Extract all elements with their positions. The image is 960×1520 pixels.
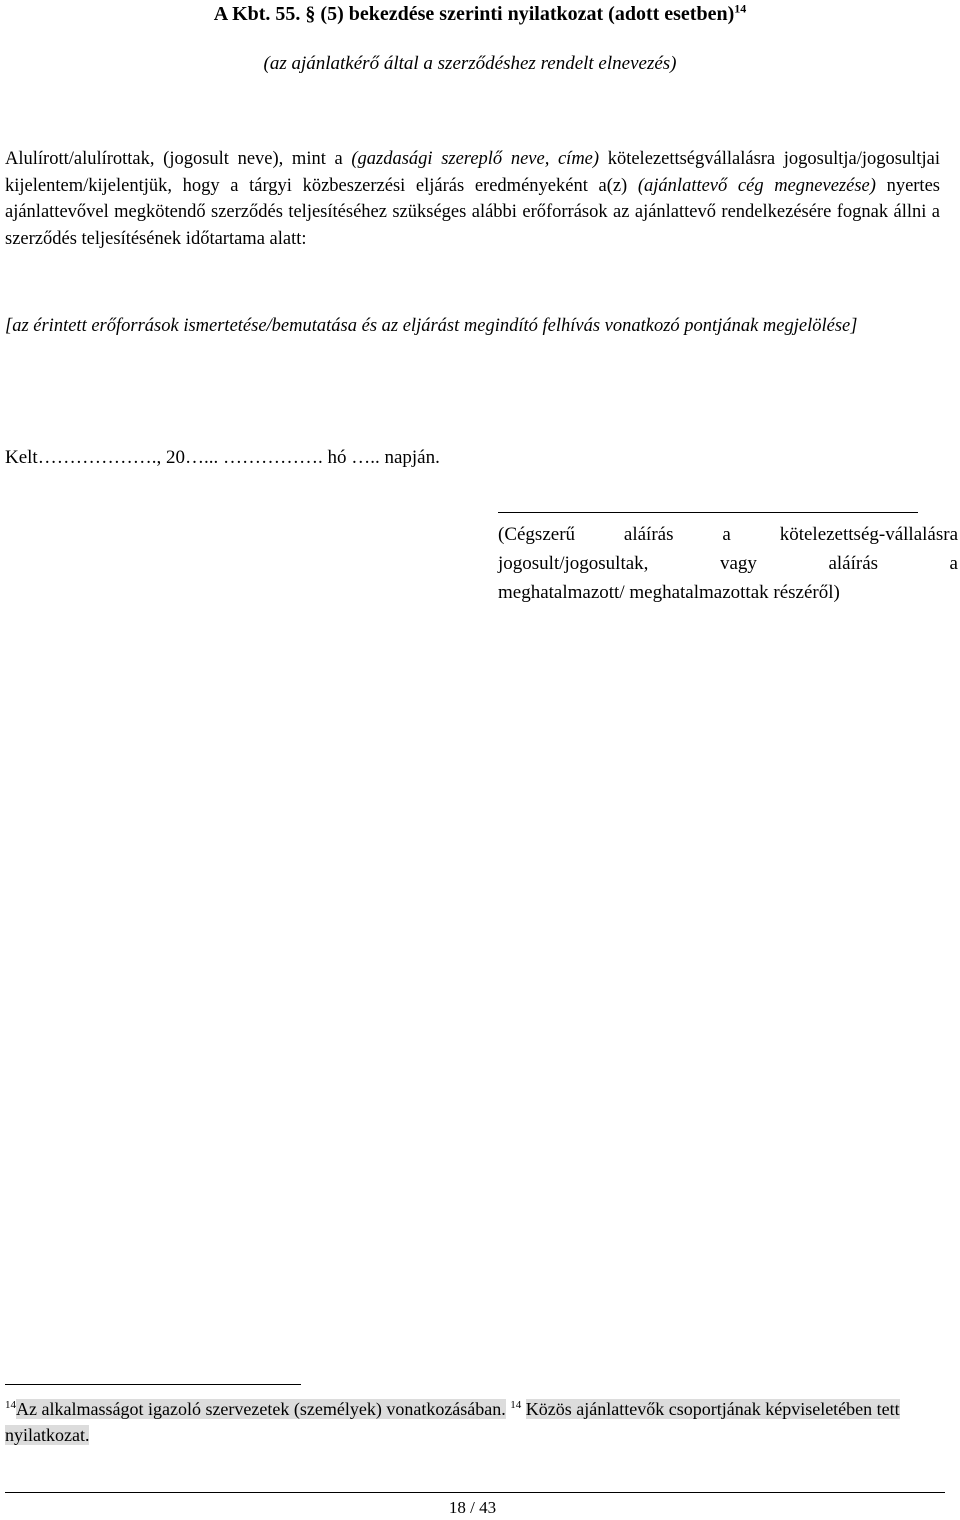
page-number: 18 / 43	[448, 1498, 497, 1517]
economic-operator-placeholder: (gazdasági szereplő neve, címe)	[351, 149, 600, 169]
signature-caption-line: (Cégszerű aláírás a kötelezettség-vállalásra	[498, 524, 958, 545]
signature-caption-line: jogosult/jogosultak, vagy aláírás a	[498, 553, 958, 574]
document-subtitle: (az ajánlatkérő által a szerződéshez rendelt elnevezés)	[263, 53, 677, 74]
footnote-separator	[5, 1384, 301, 1385]
resources-placeholder: [az érintett erőforrások ismertetése/bemutatása és az eljárást megindító felhívás vonatkozó pontjának megjelölése]	[5, 316, 858, 336]
paragraph-text: nyertes ajánlattevővel megkötendő szerződés teljesítéséhez szükséges alábbi erőforrások az ajánlattevő rendelkezésére fognak állni a szerződés teljesítésének időtartama alatt:	[5, 175, 940, 249]
date-line: Kelt………………., 20…... ……………. hó ….. napján.	[5, 447, 440, 468]
footnote-ref: 14	[5, 1399, 16, 1411]
footnote-ref: 14	[510, 1399, 522, 1411]
title-text: A Kbt. 55. § (5) bekezdése szerinti nyilatkozat (adott esetben)	[213, 3, 735, 25]
document-title	[0, 0, 960, 28]
paragraph-text: kötelezettségvállalásra jogosultja/jogosultjai kijelentem/kijelentjük, hogy a tárgyi közbeszerzési eljárás eredményeként a(z)	[5, 149, 941, 196]
declaration-paragraph	[5, 146, 940, 252]
title-footnote-ref: 14	[734, 1, 747, 16]
footnote-text: Az alkalmasságot igazoló szervezetek (személyek) vonatkozásában.	[16, 1399, 506, 1419]
tenderer-name-placeholder: (ajánlattevő cég megnevezése)	[637, 175, 876, 196]
footnote	[5, 1396, 935, 1448]
signature-caption-line: meghatalmazott/ meghatalmazottak részéről)	[498, 582, 840, 603]
footnote-text: Közös ajánlattevők csoportjának képviseletében tett nyilatkozat.	[5, 1399, 900, 1445]
paragraph-text: Alulírott/alulírottak, (jogosult neve), mint a	[5, 149, 352, 169]
page-footer-line	[5, 1492, 945, 1493]
signature-line	[498, 512, 918, 513]
signature-caption	[498, 520, 958, 607]
